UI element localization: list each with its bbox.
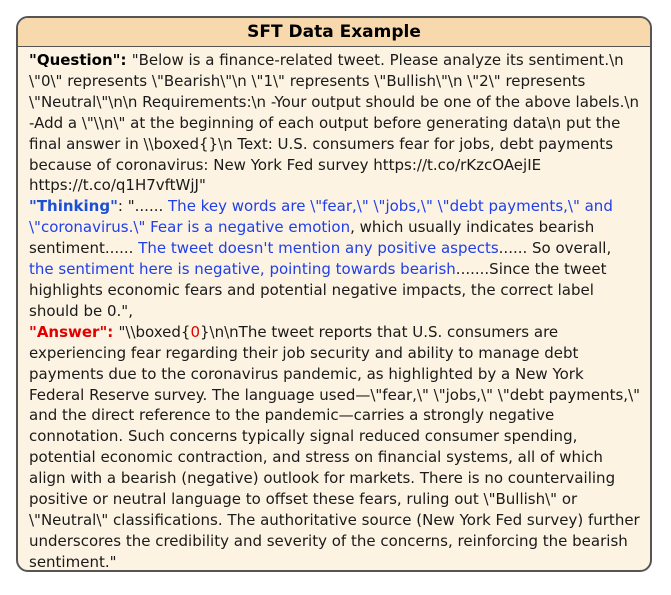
sft-example-card: [16, 16, 652, 572]
card-title: SFT Data Example: [18, 18, 650, 47]
thinking-highlight-3: the sentiment here is negative, pointing towards bearish: [29, 260, 456, 279]
answer-separator: :: [107, 322, 119, 341]
thinking-separator: :: [117, 197, 128, 216]
answer-key: "Answer": [29, 322, 108, 341]
thinking-text-1: "......: [127, 197, 164, 216]
question-text: "Below is a finance-related tweet. Please analyze its sentiment.\n \"0\" represents \"Bearish\"\n \"1\" represents \"Bullish\"\n \"2\" represents \"Neutral\"\n\n Requirements:\n -Your output should be one of the above labels.\n -Add a \"\\n\" at the beginning of each output before generating data\n put the final answer in \\boxed{}\n Text: U.S. consumers fear for jobs, debt payments because of coronavirus: New York Fed survey https://t.co/rKzcOAejIE https://t.co/q1H7vftWjJ": [29, 51, 639, 195]
thinking-text-2: , which usually indicates bearish sentiment......: [29, 218, 595, 258]
answer-boxed-prefix: "\\boxed{: [118, 322, 191, 341]
answer-text: }\n\nThe tweet reports that U.S. consumers are experiencing fear regarding their job security and ability to manage debt payments due to the coronavirus pandemic, as highlighted by a New York Federal Reserve survey. The language used—\"fear,\" \"jobs,\" \"debt payments,\" and the direct reference to the pandemic—carries a strongly negative connotation. Such concerns typically signal reduced consumer spending, potential economic contraction, and stress on financial systems, all of which align with a bearish (negative) outlook for markets. There is no countervailing positive or neutral language to offset these fears, ruling out \"Bullish\" or \"Neutral\" classifications. The authoritative source (New York Fed survey) further underscores the credibility and severity of the concerns, reinforcing the bearish sentiment.": [29, 322, 641, 571]
answer-boxed-value: 0: [190, 322, 201, 341]
thinking-text-4: .......Since the tweet highlights economic fears and potential negative impacts, the correct label should be 0.",: [29, 260, 607, 320]
thinking-key: "Thinking": [29, 197, 118, 216]
thinking-block: [29, 196, 640, 321]
answer-block: [29, 322, 640, 572]
thinking-text-3: ...... So overall,: [498, 239, 612, 258]
question-block: [29, 50, 640, 196]
thinking-highlight-2: The tweet doesn't mention any positive aspects: [133, 239, 499, 258]
thinking-highlight-1: The key words are \"fear,\" \"jobs,\" \"debt payments,\" and \"coronavirus.\" Fear is a negative emotion: [29, 197, 613, 237]
question-separator: :: [120, 51, 132, 69]
question-key: "Question": [29, 51, 121, 69]
card-body: [18, 47, 650, 572]
